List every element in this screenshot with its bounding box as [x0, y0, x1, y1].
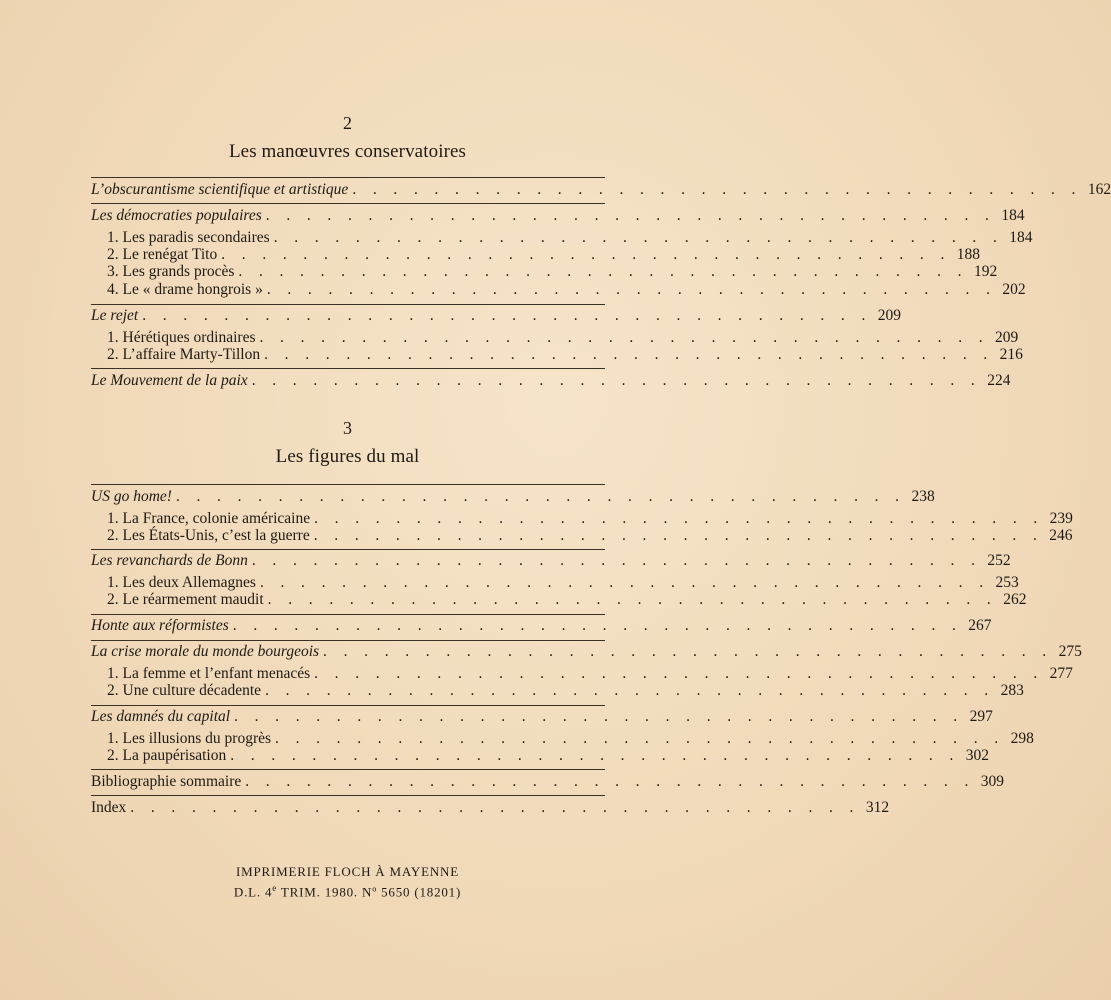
divider	[91, 549, 605, 550]
dot-leader: . . . . . . . . . . . . . . . . . . . . . . . . . . . . . . . . . . . .	[251, 552, 982, 569]
entry-label: Le Mouvement de la paix	[91, 372, 248, 389]
toc-sub-entry[interactable]	[107, 246, 980, 264]
toc-sub-entry[interactable]	[107, 510, 1073, 528]
dot-leader: . . . . . . . . . . . . . . . . . . . . . . . . . . . . . . . . . . . .	[238, 263, 968, 280]
page-number: 262	[1003, 591, 1027, 608]
page-number: 209	[877, 307, 901, 324]
legal-deposit-rest: 1980. Nº 5650 (18201)	[324, 884, 462, 900]
toc-chapter-entry[interactable]	[91, 552, 1011, 570]
toc-chapter-entry[interactable]	[91, 181, 1111, 199]
divider	[91, 769, 605, 770]
divider	[91, 484, 605, 485]
dot-leader: . . . . . . . . . . . . . . . . . . . . . . . . . . . . . . . . . . . .	[142, 307, 872, 324]
toc-sub-entry[interactable]	[107, 665, 1073, 683]
entry-label: 2. La paupérisation	[107, 747, 227, 764]
dot-leader: . . . . . . . . . . . . . . . . . . . . . . . . . . . . . . . . . . . .	[130, 799, 860, 816]
toc-sub-entry[interactable]	[107, 281, 1026, 299]
page-number: 162	[1087, 181, 1111, 198]
page-number: 312	[865, 799, 890, 816]
entry-label: Le rejet	[91, 307, 139, 324]
dot-leader: . . . . . . . . . . . . . . . . . . . . . . . . . . . . . . . . . . . .	[251, 372, 982, 389]
entry-label: 2. Le réarmement maudit	[107, 591, 264, 608]
entry-label: US go home!	[91, 488, 172, 505]
toc-sub-entry[interactable]	[107, 730, 1034, 748]
section-number: 3	[343, 418, 352, 438]
divider	[91, 705, 605, 706]
divider	[91, 203, 605, 204]
imprint-printer	[0, 864, 695, 880]
toc-sub-entry[interactable]	[107, 263, 998, 281]
entry-label: 1. Les deux Allemagnes	[107, 574, 256, 591]
divider	[91, 614, 605, 615]
divider	[91, 795, 605, 796]
toc-back-matter-entry[interactable]	[91, 799, 890, 817]
page-number: 216	[999, 346, 1023, 363]
dot-leader: . . . . . . . . . . . . . . . . . . . . . . . . . . . . . . . . . . . .	[234, 708, 964, 725]
toc-sub-entry[interactable]	[107, 329, 1019, 347]
dot-leader: . . . . . . . . . . . . . . . . . . . . . . . . . . . . . . . . . . . .	[273, 229, 1004, 246]
dot-leader: . . . . . . . . . . . . . . . . . . . . . . . . . . . . . . . . . . . .	[313, 527, 1044, 544]
toc-chapter-entry[interactable]	[91, 617, 992, 635]
entry-label: 1. La France, colonie américaine	[107, 510, 311, 527]
entry-label: 1. La femme et l’enfant menacés	[107, 665, 311, 682]
page-number: 309	[980, 773, 1005, 790]
page-number: 184	[1009, 229, 1033, 246]
entry-label: 2. Une culture décadente	[107, 682, 262, 699]
toc-sub-entry[interactable]	[107, 747, 990, 765]
dot-leader: . . . . . . . . . . . . . . . . . . . . . . . . . . . . . . . . . . . .	[245, 773, 975, 790]
page-number: 184	[1001, 207, 1025, 224]
entry-label: Les démocraties populaires	[91, 207, 262, 224]
dot-leader: . . . . . . . . . . . . . . . . . . . . . . . . . . . . . . . . . . . .	[265, 207, 996, 224]
page-number: 277	[1049, 665, 1073, 682]
section-title: Les manœuvres conservatoires	[228, 141, 467, 162]
entry-label: 3. Les grands procès	[107, 263, 235, 280]
imprint-legal-deposit	[0, 883, 695, 900]
legal-deposit-prefix: D.L. 4	[233, 884, 273, 900]
toc-sub-entry[interactable]	[107, 346, 1023, 364]
toc-sub-entry[interactable]	[107, 682, 1024, 700]
dot-leader: . . . . . . . . . . . . . . . . . . . . . . . . . . . . . . . . . . . .	[352, 181, 1082, 198]
entry-label: La crise morale du monde bourgeois	[91, 643, 320, 660]
toc-chapter-entry[interactable]	[91, 372, 1011, 390]
divider	[91, 304, 605, 305]
dot-leader: . . . . . . . . . . . . . . . . . . . . . . . . . . . . . . . . . . . .	[267, 591, 998, 608]
printer-name: IMPRIMERIE FLOCH À MAYENNE	[236, 864, 459, 879]
dot-leader: . . . . . . . . . . . . . . . . . . . . . . . . . . . . . . . . . . . .	[265, 682, 995, 699]
toc-chapter-entry[interactable]	[91, 488, 935, 506]
divider	[91, 368, 605, 369]
dot-leader: . . . . . . . . . . . . . . . . . . . . . . . . . . . . . . . . . . . .	[175, 488, 906, 505]
entry-label: 1. Les paradis secondaires	[107, 229, 270, 246]
toc-sub-entry[interactable]	[107, 527, 1073, 545]
page-number: 253	[995, 574, 1019, 591]
section-number: 2	[343, 113, 352, 133]
page-number: 238	[911, 488, 935, 505]
entry-label: 2. Les États-Unis, c’est la guerre	[107, 527, 310, 544]
toc-chapter-entry[interactable]	[91, 207, 1025, 225]
entry-label: 2. L’affaire Marty-Tillon	[107, 346, 261, 363]
page-number: 202	[1002, 281, 1026, 298]
entry-label: 2. Le renégat Tito	[107, 246, 218, 263]
toc-chapter-entry[interactable]	[91, 307, 901, 325]
page-number: 302	[965, 747, 990, 764]
dot-leader: . . . . . . . . . . . . . . . . . . . . . . . . . . . . . . . . . . . .	[275, 730, 1005, 747]
page-number: 239	[1049, 510, 1073, 527]
page-number: 267	[968, 617, 992, 634]
entry-label: Honte aux réformistes	[91, 617, 229, 634]
toc-sub-entry[interactable]	[107, 574, 1019, 592]
entry-label: 1. Hérétiques ordinaires	[107, 329, 256, 346]
entry-label: L’obscurantisme scientifique et artistique	[91, 181, 349, 198]
toc-sub-entry[interactable]	[107, 229, 1033, 247]
page-number: 297	[969, 708, 993, 725]
page-number: 298	[1010, 730, 1034, 747]
entry-label: 4. Le « drame hongrois »	[107, 281, 263, 298]
entry-label: Bibliographie sommaire	[91, 773, 242, 790]
toc-chapter-entry[interactable]	[91, 708, 993, 726]
entry-label: Les revanchards de Bonn	[91, 552, 248, 569]
dot-leader: . . . . . . . . . . . . . . . . . . . . . . . . . . . . . . . . . . . .	[314, 665, 1044, 682]
page-number: 209	[995, 329, 1019, 346]
dot-leader: . . . . . . . . . . . . . . . . . . . . . . . . . . . . . . . . . . . .	[259, 574, 990, 591]
toc-back-matter-entry[interactable]	[91, 773, 1005, 791]
dot-leader: . . . . . . . . . . . . . . . . . . . . . . . . . . . . . . . . . . . .	[232, 617, 963, 634]
page-number: 283	[1000, 682, 1024, 699]
page-number: 246	[1049, 527, 1073, 544]
entry-label: 1. Les illusions du progrès	[107, 730, 272, 747]
dot-leader: . . . . . . . . . . . . . . . . . . . . . . . . . . . . . . . . . . . .	[230, 747, 960, 764]
entry-label: Les damnés du capital	[91, 708, 231, 725]
toc-sub-entry[interactable]	[107, 591, 1027, 609]
toc-chapter-entry[interactable]	[91, 643, 1082, 661]
dot-leader: . . . . . . . . . . . . . . . . . . . . . . . . . . . . . . . . . . . .	[323, 643, 1053, 660]
page-number: 275	[1058, 643, 1082, 660]
dot-leader: . . . . . . . . . . . . . . . . . . . . . . . . . . . . . . . . . . . .	[314, 510, 1044, 527]
dot-leader: . . . . . . . . . . . . . . . . . . . . . . . . . . . . . . . . . . . .	[259, 329, 990, 346]
page-number: 192	[973, 263, 998, 280]
page-number: 252	[987, 552, 1011, 569]
entry-label: Index	[91, 799, 127, 816]
dot-leader: . . . . . . . . . . . . . . . . . . . . . . . . . . . . . . . . . . . .	[266, 281, 997, 298]
legal-deposit-trim: TRIM.	[280, 884, 321, 900]
divider	[91, 177, 605, 178]
dot-leader: . . . . . . . . . . . . . . . . . . . . . . . . . . . . . . . . . . . .	[264, 346, 994, 363]
page-number: 224	[987, 372, 1011, 389]
section-title: Les figures du mal	[275, 446, 420, 467]
divider	[91, 640, 605, 641]
legal-deposit-sup: e	[272, 883, 278, 893]
page-number: 188	[956, 246, 980, 263]
dot-leader: . . . . . . . . . . . . . . . . . . . . . . . . . . . . . . . . . . . .	[221, 246, 951, 263]
